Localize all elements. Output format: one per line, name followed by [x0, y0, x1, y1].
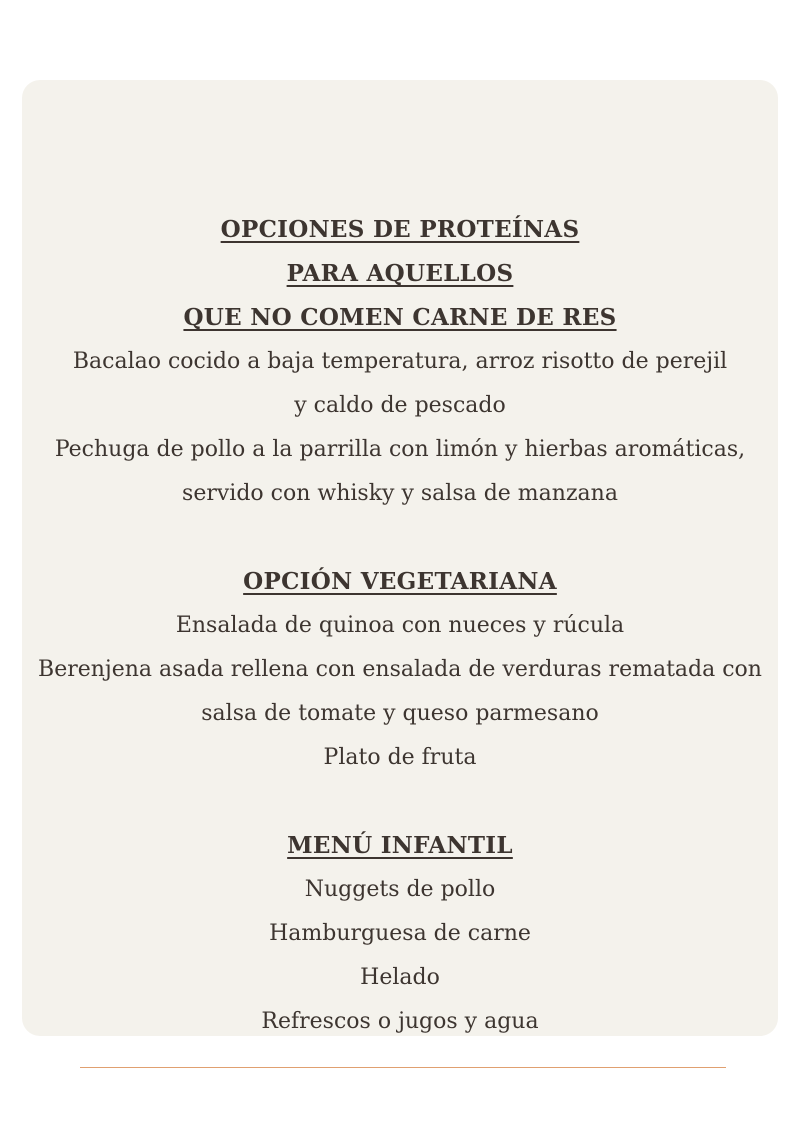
menu-item: Refrescos o jugos y agua [261, 1009, 539, 1034]
menu-item: Bacalao cocido a baja temperatura, arroz risotto de perejil y caldo de pescado [72, 349, 728, 418]
section-heading: OPCIONES DE PROTEÍNAS [220, 216, 580, 243]
section-heading: MENÚ INFANTIL [287, 832, 513, 859]
menu-card [22, 80, 778, 1036]
menu-item: Berenjena asada rellena con ensalada de verduras rematada con salsa de tomate y queso parmesano [38, 657, 762, 726]
section-protein-options [22, 208, 778, 516]
menu-item: Nuggets de pollo [304, 877, 496, 902]
section-heading: PARA AQUELLOS [286, 260, 514, 287]
section-heading: QUE NO COMEN CARNE DE RES [183, 304, 617, 331]
menu-item: Ensalada de quinoa con nueces y rúcula [175, 613, 625, 638]
section-kids-menu [22, 824, 778, 1044]
menu-item: Plato de fruta [323, 745, 477, 770]
section-vegetarian-option [22, 560, 778, 780]
menu-item: Helado [360, 965, 440, 990]
footer-divider [80, 1067, 726, 1068]
menu-item: Pechuga de pollo a la parrilla con limón y hierbas aromáticas, servido con whisky y salsa de manzana [54, 437, 746, 506]
menu-item: Hamburguesa de carne [269, 921, 531, 946]
section-heading: OPCIÓN VEGETARIANA [243, 568, 557, 595]
